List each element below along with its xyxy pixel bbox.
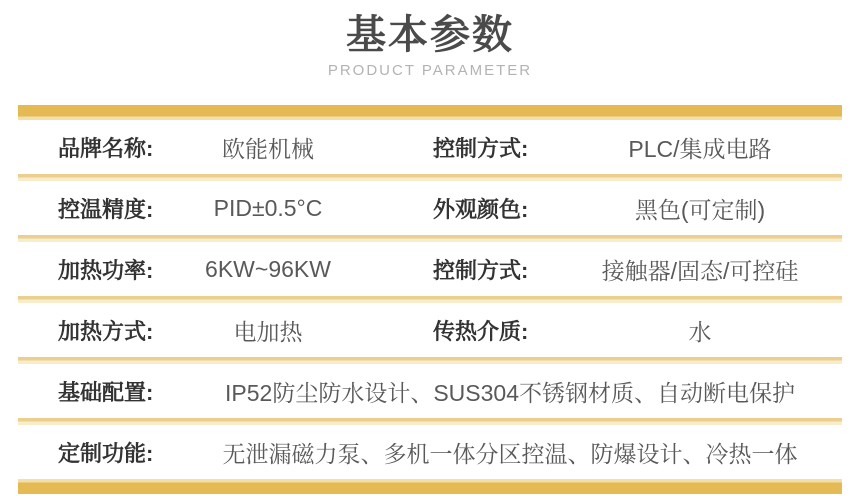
param-label: 定制功能: [58, 440, 154, 466]
param-value: PLC/集成电路 [628, 135, 772, 162]
row-divider [18, 174, 842, 181]
table-row [18, 425, 842, 479]
param-label: 加热方式: [58, 318, 154, 344]
param-label: 控制方式: [433, 135, 529, 161]
bottom-accent-bar [18, 479, 842, 494]
param-label: 基础配置: [58, 379, 154, 405]
table-row [18, 364, 842, 418]
param-value: 水 [688, 318, 712, 345]
table-row [18, 303, 842, 357]
param-label: 控制方式: [433, 257, 529, 283]
param-label: 外观颜色: [433, 196, 529, 222]
param-label: 传热介质: [433, 318, 529, 344]
param-label: 加热功率: [58, 257, 154, 283]
param-value: IP52防尘防水设计、SUS304不锈钢材质、自动断电保护 [225, 379, 795, 406]
param-value: 无泄漏磁力泵、多机一体分区控温、防爆设计、冷热一体 [222, 440, 798, 467]
row-divider [18, 357, 842, 364]
param-value: 接触器/固态/可控硅 [601, 257, 799, 284]
row-divider [18, 235, 842, 242]
table-row [18, 181, 842, 235]
param-value: 黑色(可定制) [634, 196, 766, 223]
parameter-table [18, 105, 842, 494]
row-divider [18, 296, 842, 303]
table-row [18, 242, 842, 296]
param-label: 品牌名称: [58, 135, 154, 161]
row-divider [18, 418, 842, 425]
param-value: PID±0.5°C [213, 194, 323, 221]
param-value: 6KW~96KW [205, 255, 331, 282]
page-subtitle: PRODUCT PARAMETER [327, 62, 533, 79]
table-row [18, 120, 842, 174]
page-header [0, 0, 860, 82]
page-title: 基本参数 [346, 13, 514, 57]
param-value: 电加热 [233, 318, 303, 345]
top-accent-bar [18, 105, 842, 120]
param-value: 欧能机械 [222, 135, 314, 162]
param-label: 控温精度: [58, 196, 154, 222]
